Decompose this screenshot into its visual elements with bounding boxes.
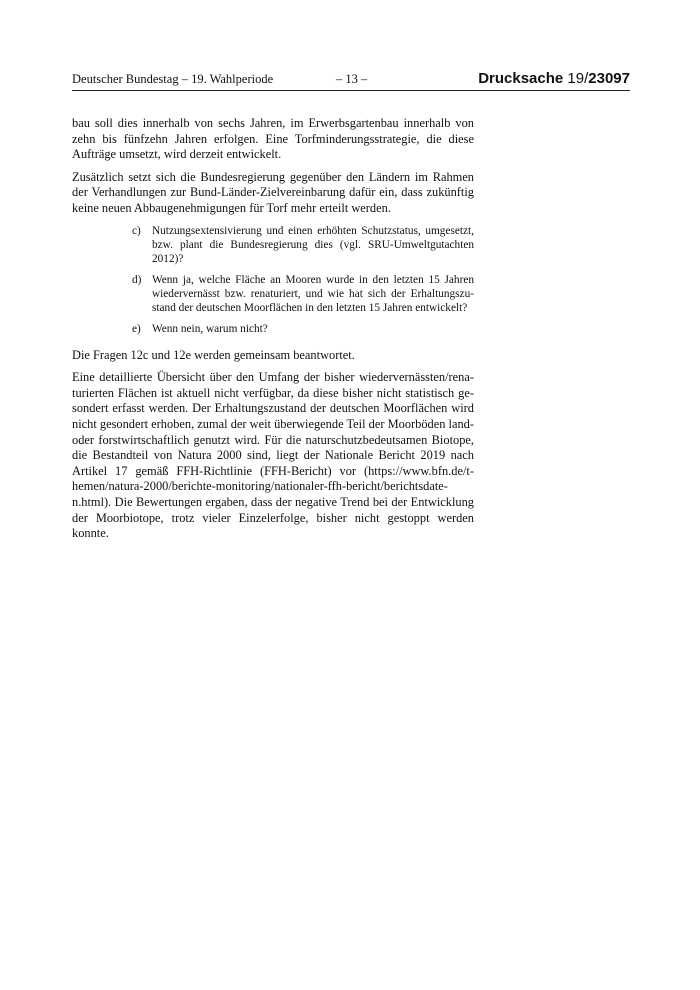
page-number: – 13 – xyxy=(336,72,368,86)
paragraph: bau soll dies innerhalb von sechs Jahren, im Erwerbsgartenbau innerhalb von zehn bis fünfzehn Jahren erfolgen. Eine Torfminderungsstrategie, die diese Aufträge umsetzt, wird derzeit entwickelt. xyxy=(72,116,474,162)
header-parliament-title: Deutscher Bundestag – 19. Wahlperiode xyxy=(72,72,274,86)
doc-number: 23097 xyxy=(588,70,630,87)
answer-paragraph: Eine detaillierte Übersicht über den Umfang der bisher wiedervernässten/renaturierten Flächen ist aktuell nicht verfügbar, da diese bisher nicht statistisch gesondert erfasst werden. Der Erhaltungszustand der deutschen Moorflächen wird nicht gesondert erhoben, zumal der weit überwiegende Teil der Moorböden land- oder forstwirtschaftlich genutzt wird. Für die naturschutzbedeutsamen Biotope, die Bestandteil von Natura 2000 sind, liegt der Nationale Bericht 2019 nach Artikel 17 gemäß FFH-Richtlinie (FFH-Bericht) vor (https://www.bfn.de/themen/natura-2000/berichte-monitoring/nationaler-ffh-bericht/berichtsdaten.html). Die Bewertungen ergaben, dass der negative Trend bei der Entwicklung der Moorbiotope, trotz vieler Einzelerfolge, bisher nicht gestoppt werden konnte. xyxy=(72,370,474,541)
answer-intro: Die Fragen 12c und 12e werden gemeinsam beantwortet. xyxy=(72,347,355,362)
question-item xyxy=(132,273,474,315)
question-text: Wenn ja, welche Fläche an Mooren wurde in den letzten 15 Jahren wiedervernässt bzw. renaturiert, und wie hat sich der Erhaltungszustand der deutschen Moorflächen in den letzten 15 Jahren entwickelt? xyxy=(152,273,474,314)
doc-label: Drucksache xyxy=(478,70,564,87)
question-item xyxy=(132,224,474,266)
question-label: e) xyxy=(132,322,141,335)
question-item xyxy=(132,322,474,336)
question-label: c) xyxy=(132,224,141,237)
question-text: Wenn nein, warum nicht? xyxy=(152,322,268,335)
page-header xyxy=(72,70,630,91)
paragraph: Zusätzlich setzt sich die Bundesregierung gegenüber den Ländern im Rahmen der Verhandlungen zur Bund-Länder-Zielvereinbarung dafür ein, dass zukünftig keine neuen Abbaugenehmigungen für Torf mehr erteilt werden. xyxy=(72,169,474,215)
question-label: d) xyxy=(132,273,142,286)
question-text: Nutzungsextensivierung und einen erhöhten Schutzstatus, umgesetzt, bzw. plant die Bundesregierung dies (vgl. SRU-Umweltgutachten 2012)? xyxy=(152,224,474,265)
page-content xyxy=(72,116,474,549)
question-list xyxy=(72,224,474,336)
doc-period: 19/ xyxy=(567,70,589,87)
document-number xyxy=(478,70,630,87)
